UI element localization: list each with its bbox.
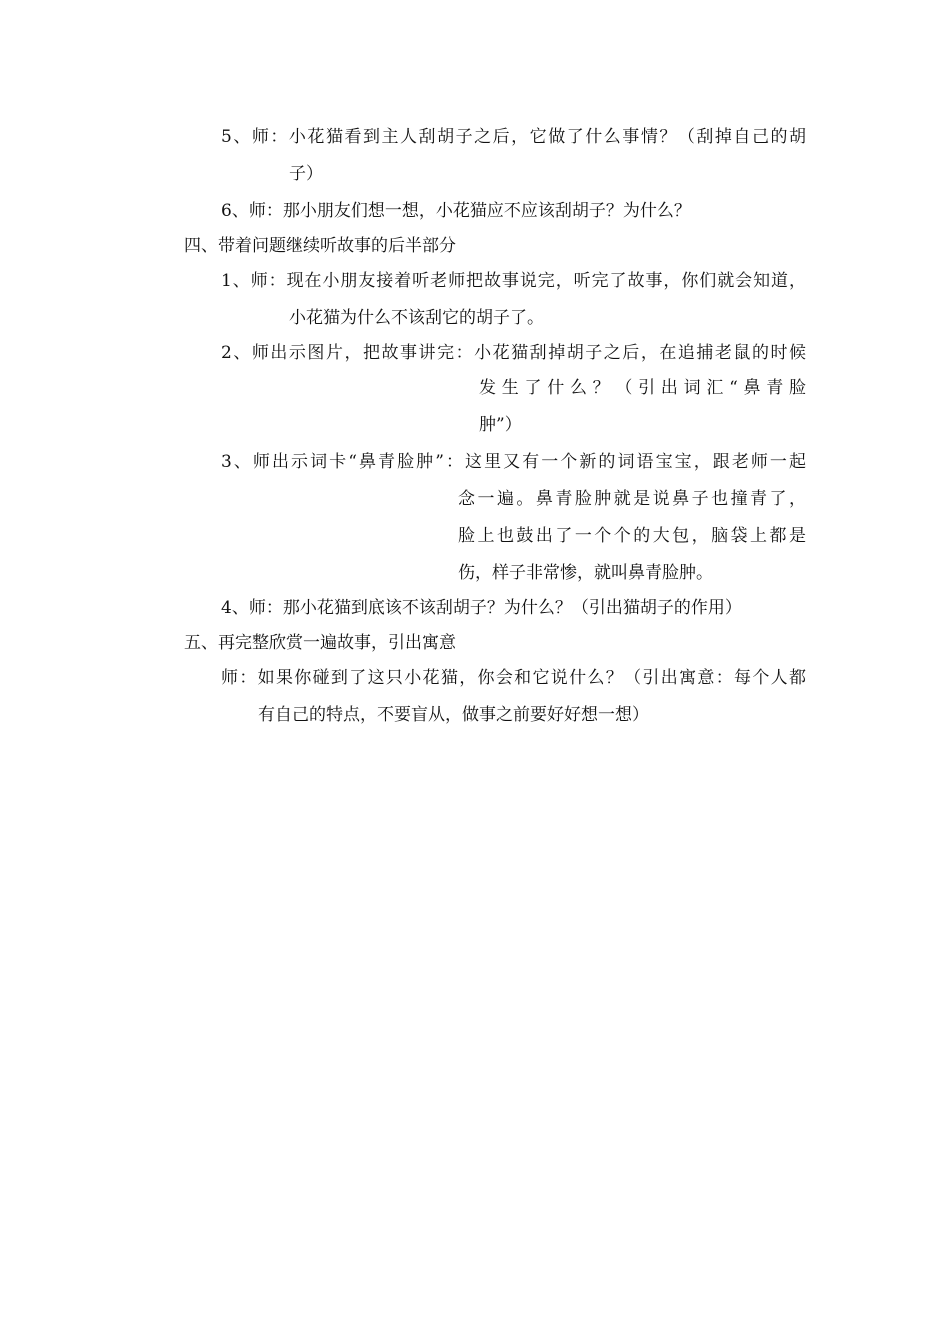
s4-item2-line1: 2、师出示图片，把故事讲完：小花猫刮掉胡子之后，在追捕老鼠的时候 (221, 343, 806, 363)
section5-heading: 五、再完整欣赏一遍故事，引出寓意 (184, 633, 456, 653)
s4-item1-line1: 1、师：现在小朋友接着听老师把故事说完，听完了故事，你们就会知道， (221, 271, 806, 291)
s4-item2-line2: 发生了什么？（引出词汇“鼻青脸 (479, 378, 806, 398)
item5-line2: 子） (289, 164, 323, 184)
s4-item3-line2: 念一遍。鼻青脸肿就是说鼻子也撞青了， (458, 489, 806, 509)
s4-item3-line4: 伤，样子非常惨，就叫鼻青脸肿。 (458, 563, 713, 583)
item5-line1: 5、师：小花猫看到主人刮胡子之后，它做了什么事情？（刮掉自己的胡 (221, 127, 806, 147)
s4-item3-line3: 脸上也鼓出了一个个的大包，脑袋上都是 (458, 526, 806, 546)
s5-line1: 师：如果你碰到了这只小花猫，你会和它说什么？（引出寓意：每个人都 (221, 668, 806, 688)
s4-item1-line2: 小花猫为什么不该刮它的胡子了。 (289, 308, 544, 328)
s4-item3-line1: 3、师出示词卡“鼻青脸肿”：这里又有一个新的词语宝宝，跟老师一起 (221, 452, 806, 472)
s5-line2: 有自己的特点，不要盲从，做事之前要好好想一想） (258, 705, 649, 725)
s4-item2-line3: 肿”） (479, 415, 522, 435)
item6: 6、师：那小朋友们想一想，小花猫应不应该刮胡子？为什么？ (221, 201, 691, 221)
s4-item4: 4、师：那小花猫到底该不该刮胡子？为什么？（引出猫胡子的作用） (221, 598, 742, 618)
section4-heading: 四、带着问题继续听故事的后半部分 (184, 236, 456, 256)
